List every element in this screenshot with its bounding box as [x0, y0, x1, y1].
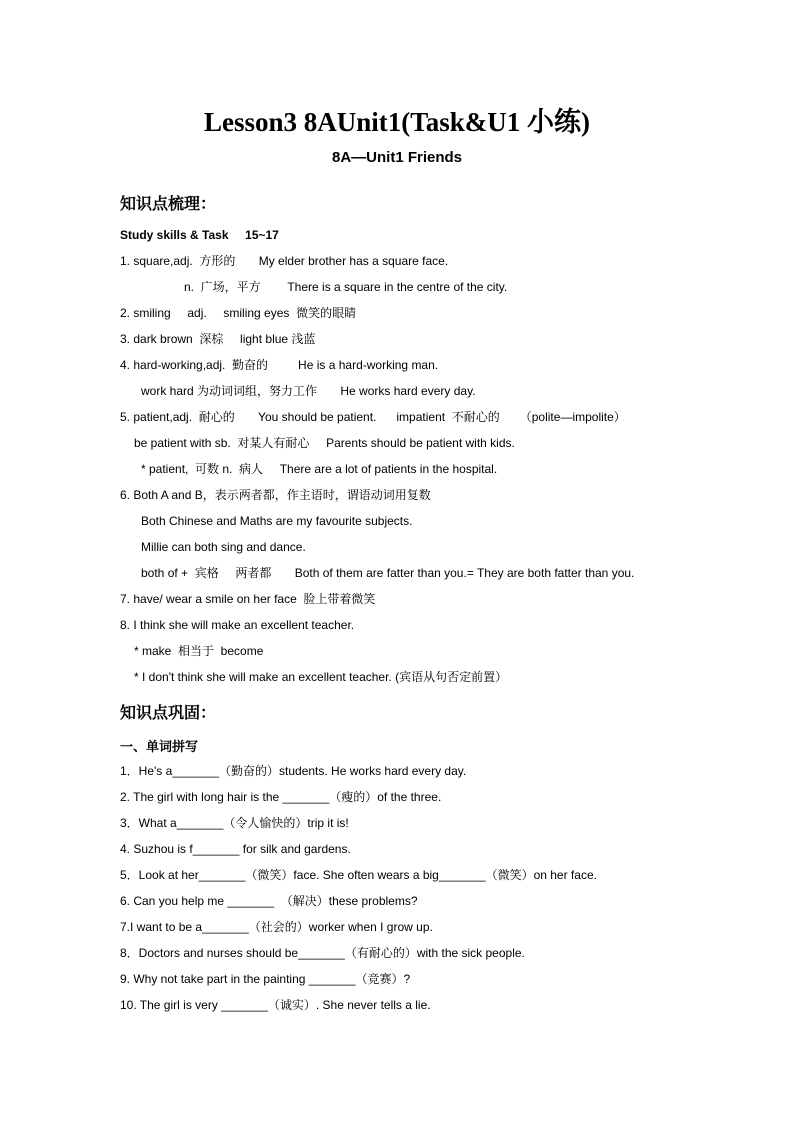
- exercise-item: 2. The girl with long hair is the _______（瘦的）of the three.: [120, 790, 442, 804]
- note-line: * make 相当于 become: [134, 644, 264, 658]
- exercise-item: 6. Can you help me _______ （解决）these problems?: [120, 894, 418, 908]
- page-subtitle: 8A—Unit1 Friends: [331, 149, 463, 166]
- note-line: 5. patient,adj. 耐心的 You should be patient. impatient 不耐心的 （polite—impolite）: [120, 410, 626, 424]
- exercise-item: 1．He's a_______（勤奋的）students. He works hard every day.: [120, 764, 467, 778]
- exercise-item: 8．Doctors and nurses should be_______（有耐心的）with the sick people.: [120, 946, 525, 960]
- note-line: Millie can both sing and dance.: [141, 540, 306, 554]
- note-line: 7. have/ wear a smile on her face 脸上带着微笑: [120, 592, 376, 606]
- exercise-item: 10. The girl is very _______（诚实）. She never tells a lie.: [120, 998, 431, 1012]
- note-line: Both Chinese and Maths are my favourite subjects.: [141, 514, 413, 528]
- note-line: 6. Both A and B，表示两者都，作主语时，谓语动词用复数: [120, 488, 431, 502]
- exercise-item: 4. Suzhou is f_______ for silk and gardens.: [120, 842, 351, 856]
- study-skills-heading: Study skills & Task 15~17: [120, 228, 279, 242]
- note-line: 3. dark brown 深棕 light blue 浅蓝: [120, 332, 316, 346]
- note-line: 8. I think she will make an excellent teacher.: [120, 618, 355, 632]
- exercise-item: 9. Why not take part in the painting _______（竞赛）?: [120, 972, 411, 986]
- note-line: both of + 宾格 两者都 Both of them are fatter than you.= They are both fatter than you.: [141, 566, 635, 580]
- note-line: 2. smiling adj. smiling eyes 微笑的眼睛: [120, 306, 357, 320]
- note-line: 1. square,adj. 方形的 My elder brother has a square face.: [120, 254, 449, 268]
- exercise-item: 7.I want to be a_______（社会的）worker when I grow up.: [120, 920, 433, 934]
- note-line: be patient with sb. 对某人有耐心 Parents should be patient with kids.: [134, 436, 515, 450]
- exercise-item: 5．Look at her_______（微笑）face. She often wears a big_______（微笑）on her face.: [120, 868, 597, 882]
- exercise-item: 3．What a_______（令人愉快的）trip it is!: [120, 816, 349, 830]
- page-title: Lesson3 8AUnit1(Task&U1 小练): [203, 107, 591, 137]
- note-line: 4. hard-working,adj. 勤奋的 He is a hard-working man.: [120, 358, 439, 372]
- note-line: n. 广场，平方 There is a square in the centre of the city.: [184, 280, 508, 294]
- section-heading-knowledge-summary: 知识点梳理：: [120, 196, 217, 213]
- note-line: work hard 为动词词组，努力工作 He works hard every day.: [141, 384, 476, 398]
- note-line: * I don't think she will make an excellent teacher. (宾语从句否定前置）: [134, 670, 508, 684]
- note-line: * patient, 可数 n. 病人 There are a lot of patients in the hospital.: [141, 462, 498, 476]
- section-heading-knowledge-practice: 知识点巩固：: [120, 705, 217, 722]
- subsection-heading-spelling: 一、单词拼写: [120, 739, 199, 754]
